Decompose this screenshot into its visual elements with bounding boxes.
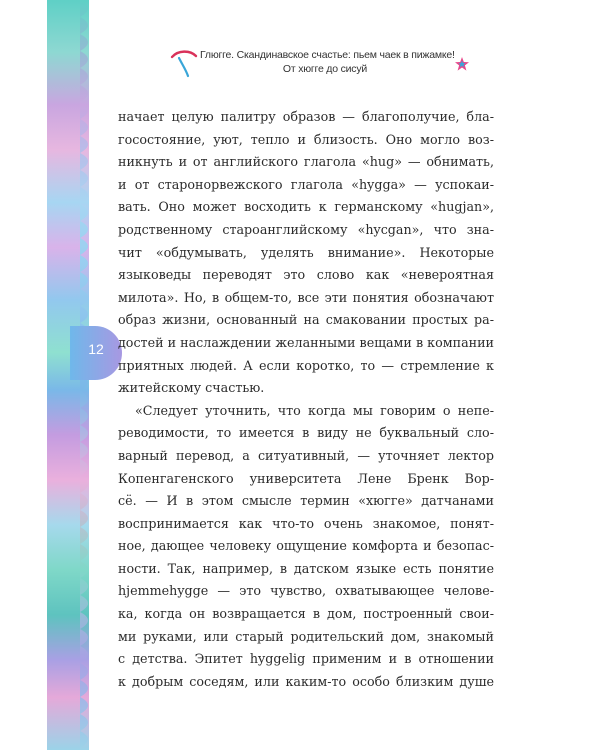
header-line-2: От хюгге до сисуй <box>282 63 368 75</box>
text-line: чит «обдумывать, уделять внимание». Некоторые <box>118 244 494 260</box>
text-line: приятных людей. А если коротко, то — стремление к <box>118 357 494 373</box>
text-line: начает целую палитру образов — благополучие, бла- <box>118 109 494 124</box>
text-line: с детства. Эпитет hyggelig применим и в отношении <box>118 651 494 667</box>
text-line: варный перевод, а ситуативный, — уточняет лектор <box>118 447 494 463</box>
text-line: ности. Так, например, в датском языке есть понятие <box>118 560 494 576</box>
text-line: Копенгагенского университета Лене Бренк Вор- <box>118 470 494 486</box>
text-line: «Следует уточнить, что когда мы говорим о непе- <box>135 402 494 418</box>
text-line: реводимости, то имеется в виду не буквальный сло- <box>118 425 494 441</box>
running-header <box>200 48 455 76</box>
text-line: милота». Но, в общем-то, все эти понятия обозначают <box>118 289 494 305</box>
text-line: никнуть и от английского глагола «hug» — обнимать, <box>118 154 494 170</box>
text-line: житейскому счастью. <box>118 380 265 396</box>
star-icon <box>454 56 470 72</box>
text-line: госостояние, уют, тепло и близость. Оно могло воз- <box>118 131 494 147</box>
body-text <box>118 106 494 693</box>
text-line: hjemmehygge — это чувство, охватывающее челове- <box>118 583 494 599</box>
page-number: 12 <box>88 341 104 357</box>
text-line: вать. Оно может восходить к германскому «hugjan», <box>118 199 494 215</box>
text-line: воспринимается как что-то очень знакомое, понят- <box>118 515 494 531</box>
text-line: ное, дающее человеку ощущение комфорта и безопас- <box>118 538 494 554</box>
text-line: образ жизни, основанный на смаковании простых ра- <box>118 312 494 328</box>
text-line: родственному староанглийскому «hycgan», что зна- <box>118 221 494 237</box>
text-line: к добрым соседям, или каким-то особо близким душе <box>118 673 494 689</box>
header-line-1: Глюгге. Скандинавское счастье: пьем чаек в пижамке! <box>200 49 455 61</box>
text-line: сё. — И в этом смысле термин «хюгге» датчанами <box>118 493 494 509</box>
swoosh-icon <box>170 48 198 78</box>
text-line: ка, когда он возвращается в дом, построенный свои- <box>118 606 494 622</box>
text-line: и от старонорвежского глагола «hygga» — успокаи- <box>118 176 494 192</box>
text-line: языковеды переводят это слово как «невероятная <box>118 267 494 283</box>
text-line: ми руками, или старый родительский дом, знакомый <box>118 628 494 644</box>
text-line: достей и наслаждении желанными вещами в компании <box>118 334 494 350</box>
